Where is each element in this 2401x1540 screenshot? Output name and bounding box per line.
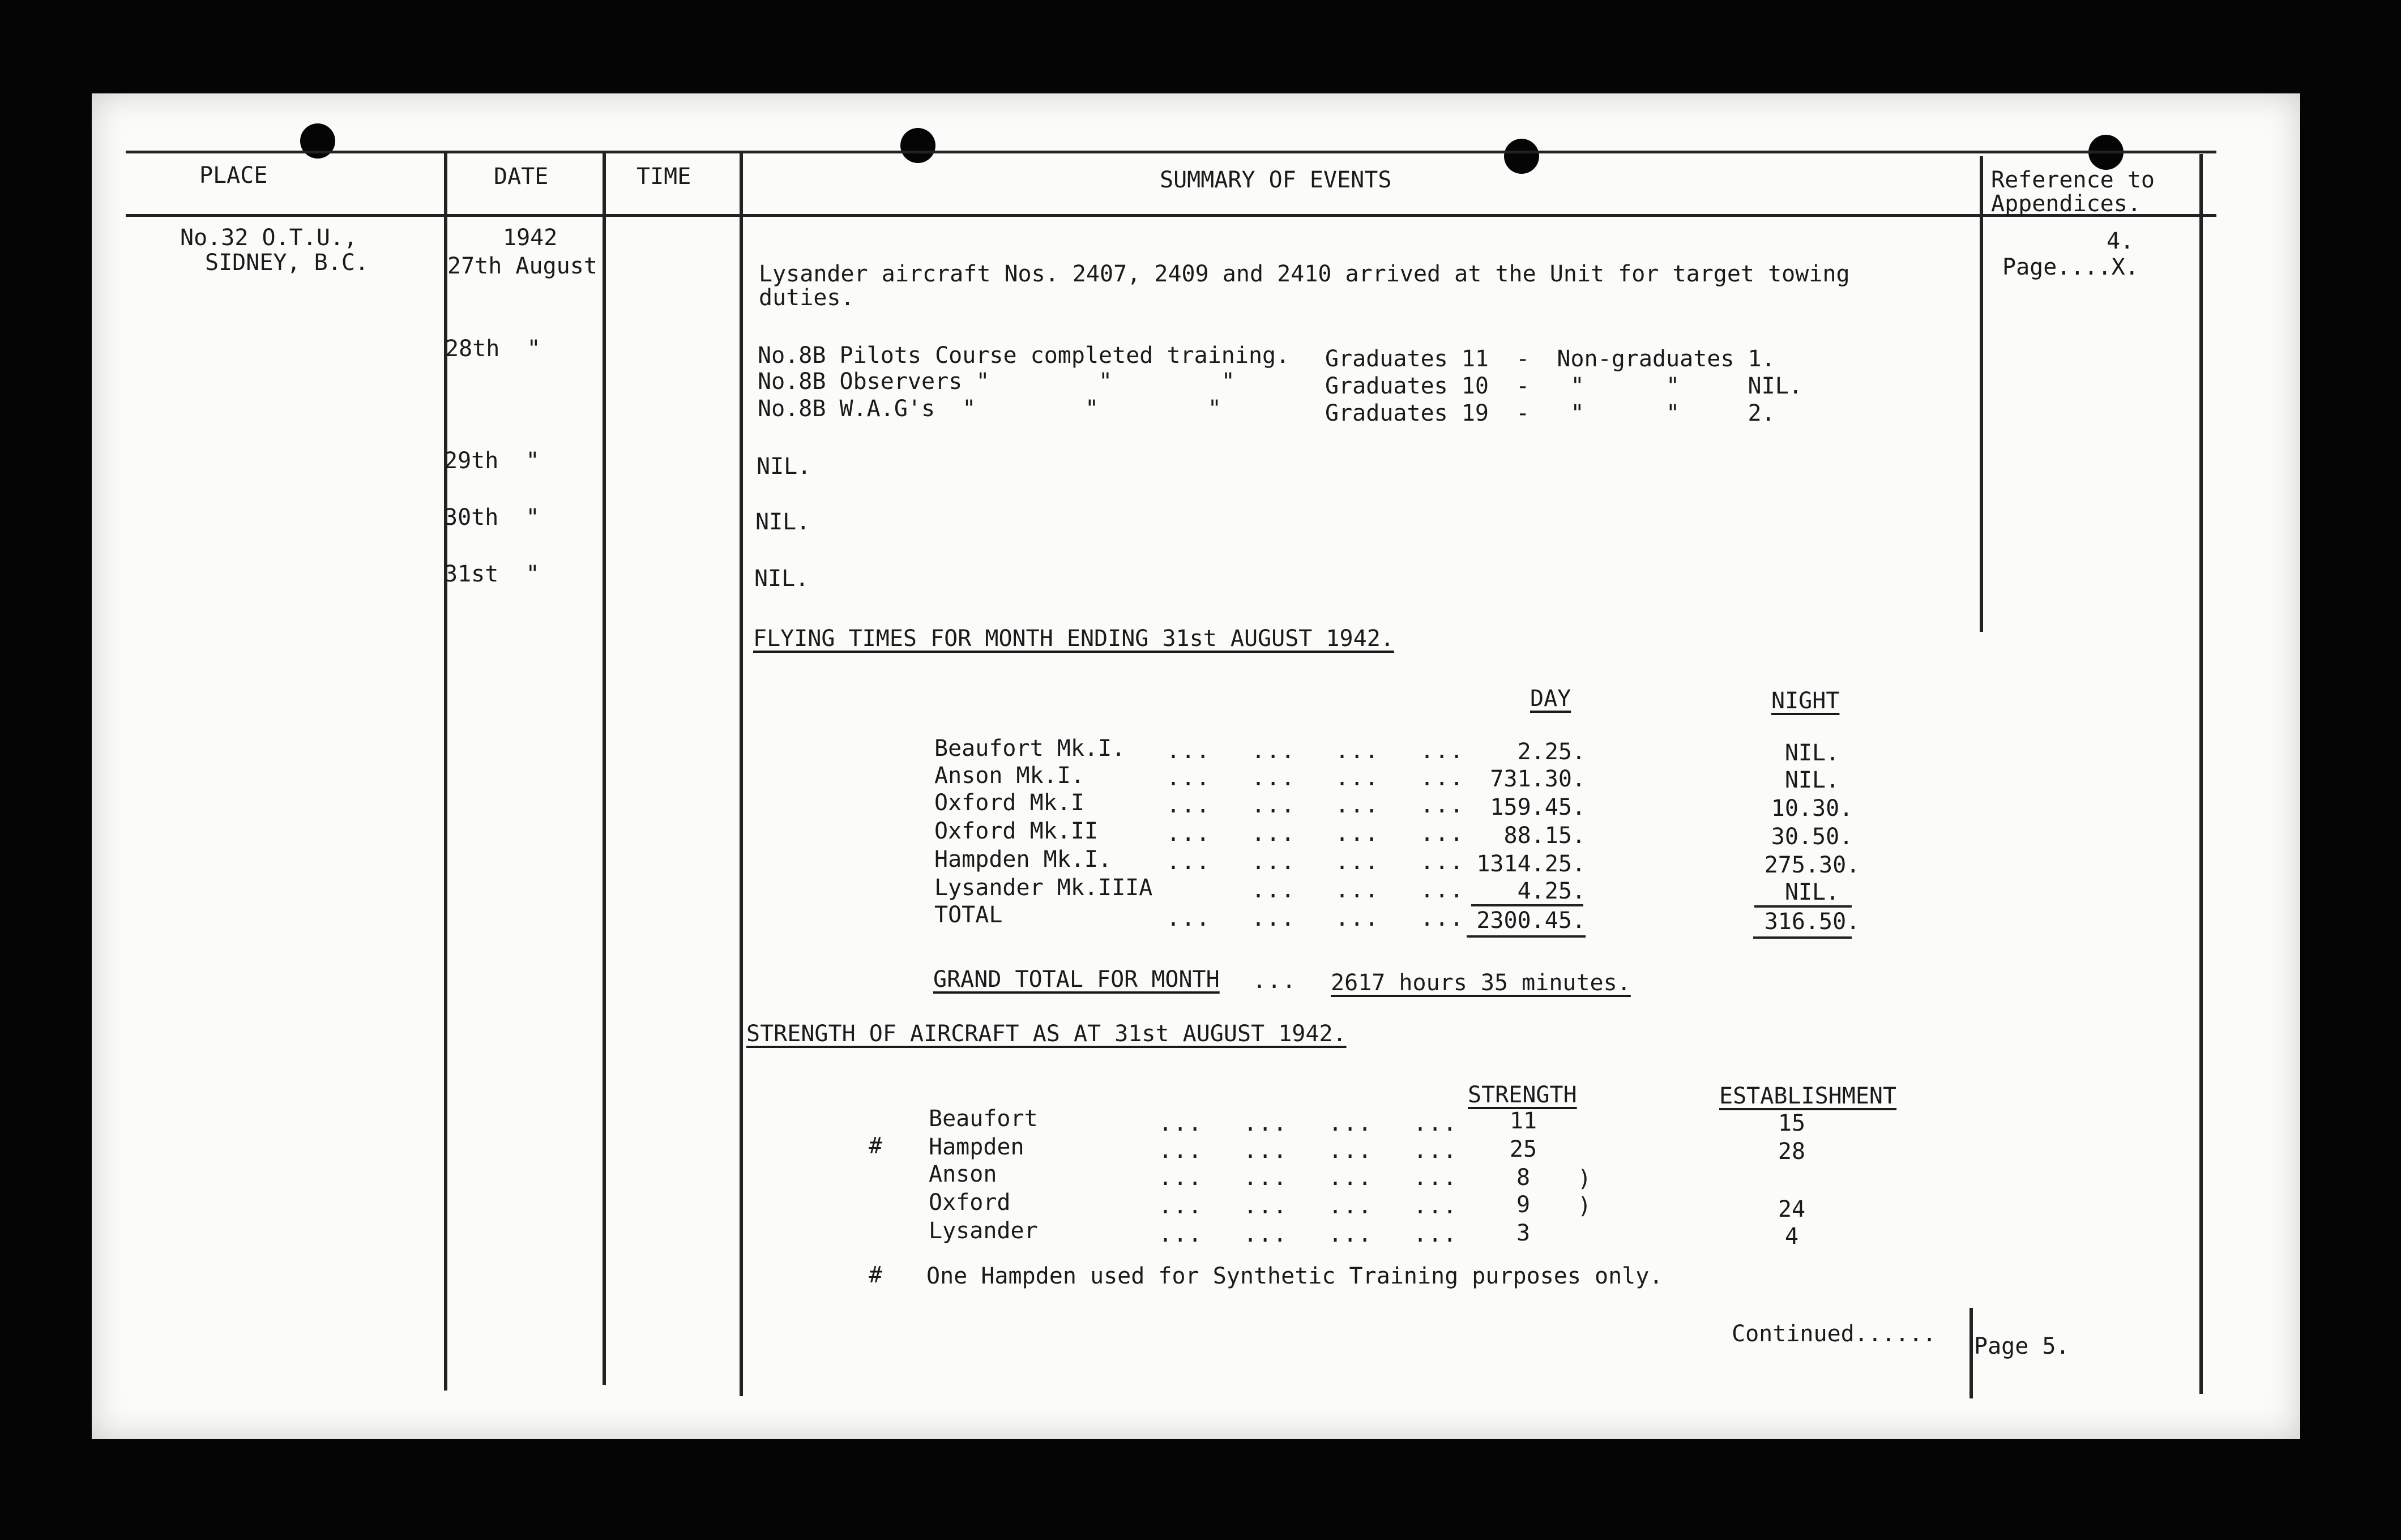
dot-leader: ... (1420, 877, 1465, 903)
dot-leader: ... (1251, 792, 1296, 818)
establishment-value: 15 (1778, 1110, 1806, 1136)
graduates-line: Graduates 19 - " " 2. (1325, 400, 1775, 426)
day-hours: 159.45. (1490, 794, 1586, 820)
continued-page-reference: Page 5. (1974, 1333, 2070, 1359)
dot-leader: ... (1159, 1137, 1203, 1163)
dot-leader: ... (1335, 820, 1380, 846)
dot-leader: ... (1420, 765, 1465, 791)
date-year: 1942 (503, 225, 558, 251)
bracket: ) (1578, 1166, 1592, 1192)
date-27: 27th August (447, 253, 597, 279)
establishment-value: 4 (1784, 1224, 1799, 1250)
subtotal-rule (1754, 905, 1852, 908)
header-top-rule (126, 151, 2216, 153)
night-hours: 275.30. (1764, 852, 1860, 878)
dot-leader: ... (1328, 1110, 1373, 1136)
establishment-value: 24 (1778, 1196, 1806, 1222)
dot-leader: ... (1335, 792, 1380, 818)
strength-heading: STRENGTH OF AIRCRAFT AS AT 31st AUGUST 1942. (746, 1021, 1347, 1047)
night-total: 316.50. (1764, 909, 1860, 935)
day-hours: 2.25. (1517, 739, 1586, 765)
strength-value: 8 (1516, 1165, 1531, 1191)
dot-leader: ... (1413, 1137, 1458, 1163)
dot-leader: ... (1335, 849, 1380, 875)
aircraft-name: Lysander (929, 1218, 1038, 1244)
graduates-line: Graduates 11 - Non-graduates 1. (1325, 346, 1775, 372)
dot-leader: ... (1251, 877, 1296, 903)
dot-leader: ... (1413, 1110, 1458, 1136)
dot-leader: ... (1159, 1221, 1203, 1247)
aircraft-name: Hampden Mk.I. (934, 846, 1112, 872)
dot-leader: ... (1328, 1137, 1373, 1163)
unit-name: No.32 O.T.U., (180, 225, 358, 251)
dot-leader: ... (1159, 1165, 1203, 1191)
event-text: NIL. (757, 454, 811, 480)
header-summary: SUMMARY OF EVENTS (1160, 167, 1392, 193)
footnote-marker: # (869, 1262, 883, 1288)
header-place: PLACE (199, 162, 268, 189)
day-hours: 4.25. (1517, 878, 1586, 904)
day-hours: 731.30. (1490, 766, 1586, 792)
header-time: TIME (636, 164, 691, 190)
dot-leader: ... (1159, 1110, 1203, 1136)
dot-leader: ... (1244, 1193, 1288, 1219)
total-rule (1753, 936, 1852, 939)
grand-total-label: GRAND TOTAL FOR MONTH (933, 966, 1220, 993)
aircraft-name: Lysander Mk.IIIA (934, 875, 1153, 901)
aircraft-name: Anson (929, 1161, 997, 1187)
dot-leader: ... (1253, 968, 1297, 994)
subtotal-rule (1471, 904, 1583, 906)
night-hours: NIL. (1784, 767, 1840, 793)
dot-leader: ... (1328, 1165, 1373, 1191)
flying-times-heading: FLYING TIMES FOR MONTH ENDING 31st AUGUST 1942. (753, 626, 1394, 652)
aircraft-name: Beaufort (929, 1106, 1038, 1132)
event-text: NIL. (754, 566, 809, 592)
dot-leader: ... (1167, 738, 1211, 764)
dot-leader: ... (1420, 849, 1465, 875)
day-hours: 88.15. (1503, 823, 1586, 849)
night-hours: NIL. (1784, 879, 1840, 905)
date-31: 31st " (444, 561, 540, 587)
event-text: NIL. (755, 509, 810, 535)
dot-leader: ... (1167, 905, 1211, 931)
dot-leader: ... (1251, 905, 1296, 931)
header-reference: Reference to (1991, 167, 2155, 193)
dot-leader: ... (1335, 765, 1380, 791)
night-hours: NIL. (1784, 740, 1840, 766)
night-hours: 10.30. (1771, 795, 1853, 822)
course-line: No.8B W.A.G's " " " (758, 396, 1221, 422)
dot-leader: ... (1335, 738, 1380, 764)
course-line: No.8B Observers " " " (758, 369, 1235, 395)
aircraft-name: Oxford Mk.I (934, 790, 1084, 816)
dot-leader: ... (1251, 849, 1296, 875)
strength-value: 3 (1516, 1220, 1531, 1246)
strength-value: 25 (1509, 1136, 1537, 1162)
header-reference: Appendices. (1991, 191, 2141, 217)
course-line: No.8B Pilots Course completed training. (758, 343, 1290, 369)
establishment-column-header: ESTABLISHMENT (1719, 1083, 1897, 1109)
dot-leader: ... (1251, 765, 1296, 791)
strength-value: 11 (1509, 1108, 1537, 1134)
column-rule (603, 151, 606, 1385)
reference-page: Page....X. (2002, 254, 2139, 280)
day-hours: 1314.25. (1476, 851, 1586, 877)
dot-leader: ... (1244, 1110, 1288, 1136)
grand-total-value: 2617 hours 35 minutes. (1331, 970, 1631, 996)
date-29: 29th " (444, 448, 540, 474)
column-rule (740, 151, 743, 1396)
event-text: duties. (759, 285, 855, 311)
dot-leader: ... (1420, 905, 1465, 931)
punch-hole (1504, 139, 1539, 174)
dot-leader: ... (1413, 1193, 1458, 1219)
column-rule (2199, 154, 2203, 1394)
total-rule (1467, 935, 1586, 938)
dot-leader: ... (1244, 1165, 1288, 1191)
aircraft-name: Hampden (929, 1134, 1024, 1160)
dot-leader: ... (1420, 738, 1465, 764)
day-total: 2300.45. (1476, 908, 1586, 934)
night-hours: 30.50. (1771, 824, 1853, 850)
reference-page-number: 4. (2107, 228, 2134, 254)
aircraft-name: Oxford (929, 1190, 1011, 1216)
dot-leader: ... (1420, 792, 1465, 818)
night-column-header: NIGHT (1771, 688, 1840, 714)
strength-column-header: STRENGTH (1468, 1082, 1577, 1108)
dot-leader: ... (1167, 820, 1211, 846)
dot-leader: ... (1251, 820, 1296, 846)
dot-leader: ... (1413, 1221, 1458, 1247)
column-rule (1980, 156, 1983, 632)
dot-leader: ... (1159, 1193, 1203, 1219)
dot-leader: ... (1328, 1221, 1373, 1247)
dot-leader: ... (1328, 1193, 1373, 1219)
dot-leader: ... (1167, 849, 1211, 875)
aircraft-name: Oxford Mk.II (934, 818, 1098, 844)
column-rule (1969, 1308, 1973, 1398)
dot-leader: ... (1335, 905, 1380, 931)
date-30: 30th " (444, 504, 540, 531)
bracket: ) (1578, 1193, 1592, 1219)
aircraft-name: Beaufort Mk.I. (934, 735, 1126, 762)
strength-value: 9 (1516, 1192, 1531, 1218)
continued-label: Continued...... (1732, 1321, 1937, 1347)
aircraft-name: Anson Mk.I. (934, 763, 1084, 789)
dot-leader: ... (1413, 1165, 1458, 1191)
punch-hole (900, 128, 935, 163)
dot-leader: ... (1335, 877, 1380, 903)
dot-leader: ... (1167, 765, 1211, 791)
footnote-text: One Hampden used for Synthetic Training purposes only. (926, 1263, 1663, 1289)
dot-leader: ... (1251, 738, 1296, 764)
total-label: TOTAL (934, 902, 1003, 928)
date-28: 28th " (445, 336, 541, 362)
unit-location: SIDNEY, B.C. (205, 250, 369, 276)
dot-leader: ... (1420, 820, 1465, 846)
dot-leader: ... (1244, 1221, 1288, 1247)
footnote-marker: # (869, 1133, 883, 1159)
day-column-header: DAY (1530, 686, 1571, 712)
dot-leader: ... (1244, 1137, 1288, 1163)
establishment-value: 28 (1778, 1139, 1806, 1165)
event-text: Lysander aircraft Nos. 2407, 2409 and 2410 arrived at the Unit for target towing (759, 261, 1850, 287)
header-bottom-rule (126, 214, 2216, 217)
graduates-line: Graduates 10 - " " NIL. (1325, 373, 1802, 399)
dot-leader: ... (1167, 792, 1211, 818)
header-date: DATE (494, 164, 549, 190)
